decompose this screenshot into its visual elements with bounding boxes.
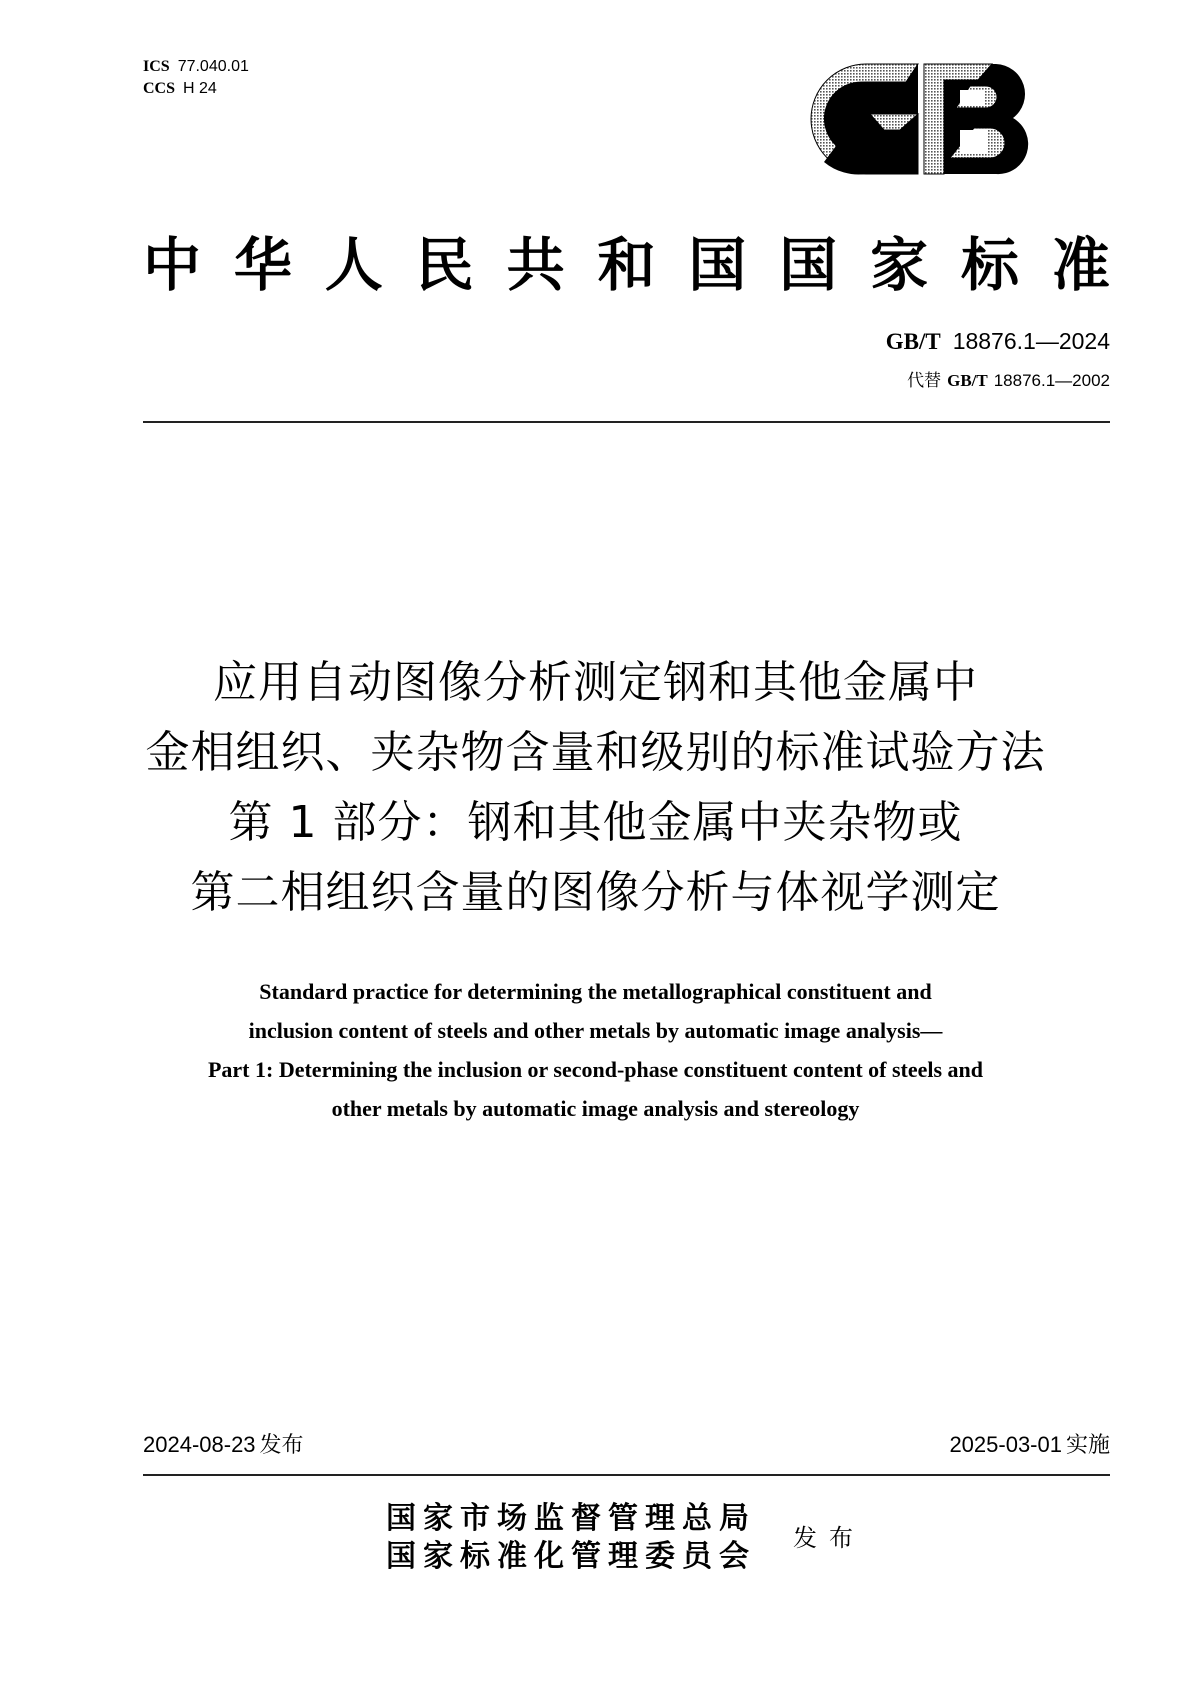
chinese-title-line: 金相组织、夹杂物含量和级别的标准试验方法 bbox=[145, 727, 1046, 778]
issue-date: 2024-08-23 发布 bbox=[143, 1432, 304, 1458]
english-title bbox=[120, 972, 1071, 1128]
chinese-title bbox=[100, 648, 1091, 928]
chinese-title-line: 第二相组织含量的图像分析与体视学测定 bbox=[190, 867, 1001, 918]
publisher-sac: 国家标准化管理委员会 bbox=[386, 1539, 756, 1574]
ccs-code: CCS H 24 bbox=[143, 80, 217, 97]
effective-date: 2025-03-01 实施 bbox=[949, 1432, 1110, 1458]
chinese-title-line: 第 1 部分：钢和其他金属中夹杂物或 bbox=[228, 797, 963, 848]
replaces-document: 代替 GB/T 18876.1—2002 bbox=[907, 371, 1110, 390]
document-number: GB/T 18876.1—2024 bbox=[885, 328, 1110, 354]
footer-divider bbox=[143, 1474, 1110, 1476]
publish-action: 发布 bbox=[793, 1524, 865, 1552]
chinese-title-line: 应用自动图像分析测定钢和其他金属中 bbox=[213, 657, 978, 708]
english-title-line: other metals by automatic image analysis and stereology bbox=[331, 1096, 860, 1121]
english-title-line: inclusion content of steels and other metals by automatic image analysis— bbox=[248, 1018, 943, 1043]
ics-code: ICS 77.040.01 bbox=[143, 58, 249, 75]
gb-logo-icon bbox=[808, 58, 1044, 180]
national-standard-title: 中 华 人 民 共 和 国 国 家 标 准 bbox=[143, 231, 1110, 299]
publisher-samr: 国家市场监督管理总局 bbox=[386, 1501, 756, 1536]
english-title-line: Part 1: Determining the inclusion or second-phase constituent content of steels and bbox=[207, 1057, 984, 1082]
classification-codes bbox=[143, 56, 249, 100]
header-divider bbox=[143, 421, 1110, 423]
publishers bbox=[386, 1500, 756, 1576]
english-title-line: Standard practice for determining the metallographical constituent and bbox=[259, 979, 932, 1004]
